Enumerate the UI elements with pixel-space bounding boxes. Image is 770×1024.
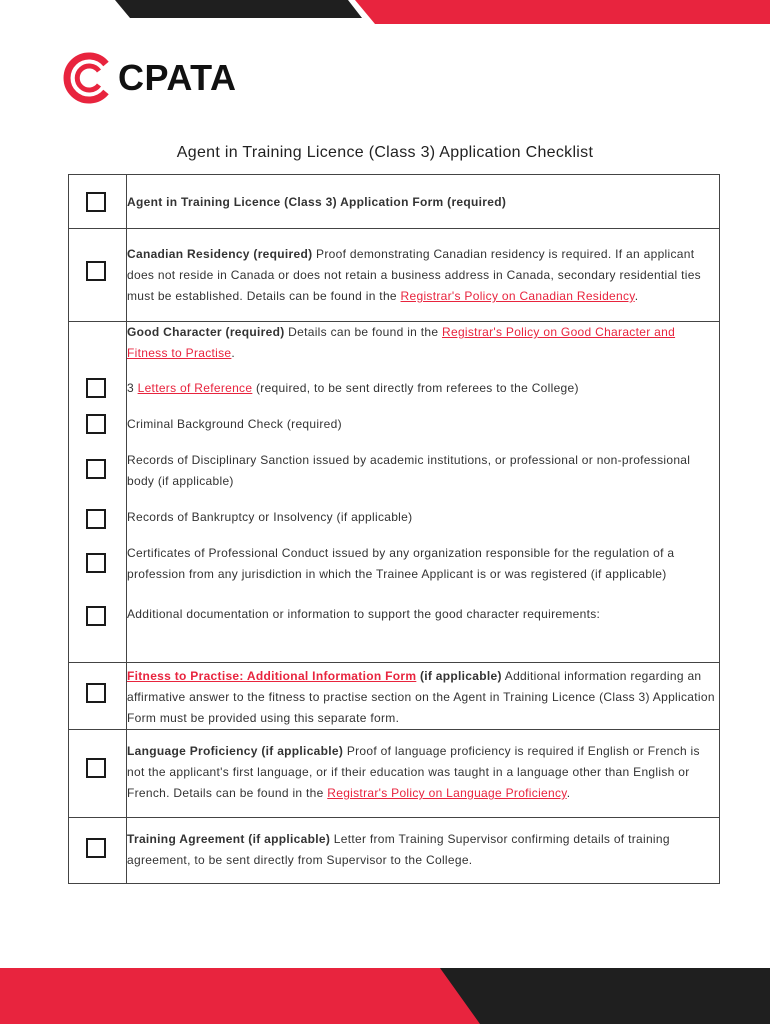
canadian-residency-policy-link[interactable]: Registrar's Policy on Canadian Residency — [400, 289, 635, 303]
cpata-logo-mark-icon — [62, 52, 114, 104]
checkbox-fitness-to-practise[interactable] — [86, 683, 106, 703]
row-text — [127, 818, 720, 884]
checkbox-language-proficiency[interactable] — [86, 758, 106, 778]
row-title: Canadian Residency (required) — [127, 247, 313, 261]
row-title: (if applicable) — [416, 669, 502, 683]
checklist-row-good-character — [69, 322, 720, 663]
item-letters-of-reference — [127, 378, 719, 399]
row-text — [127, 730, 720, 818]
row-title: Good Character (required) — [127, 325, 285, 339]
top-decorative-band — [0, 0, 770, 24]
checklist-row-application-form — [69, 175, 720, 229]
checkbox-letters-of-reference[interactable] — [86, 378, 106, 398]
checkbox-criminal-background-check[interactable] — [86, 414, 106, 434]
row-description: Proof demonstrating Canadian residency is required. If an applicant does not reside in Canada or does not retain a business address in Canada, secondary residential ties must be established. Details can be found in the — [127, 247, 701, 303]
checkbox-disciplinary-sanction[interactable] — [86, 459, 106, 479]
punctuation: . — [634, 289, 639, 303]
item-text: Certificates of Professional Conduct issued by any organization responsible for the regulation of a profession from any jurisdiction in which the Trainee Applicant is or was registered (if applicable) — [127, 546, 675, 581]
checkbox-training-agreement[interactable] — [86, 838, 106, 858]
row-description: Proof of language proficiency is required if English or French is not the applicant's first language, or if their education was taught in a language other than English or French. Details can be found in the — [127, 744, 700, 800]
checklist-row-canadian-residency — [69, 229, 720, 322]
checklist-row-training-agreement — [69, 818, 720, 884]
checklist-row-language-proficiency — [69, 730, 720, 818]
row-title: Language Proficiency (if applicable) — [127, 744, 344, 758]
fitness-to-practise-form-link[interactable]: Fitness to Practise: Additional Information Form — [127, 669, 417, 683]
item-text: Additional documentation or information to support the good character requirements: — [127, 607, 601, 621]
row-text — [127, 663, 720, 730]
item-bankruptcy-insolvency — [127, 507, 719, 528]
item-text: Criminal Background Check (required) — [127, 417, 342, 431]
item-text: (required, to be sent directly from referees to the College) — [252, 381, 579, 395]
row-description: Details can be found in the — [284, 325, 442, 339]
checkbox-cell — [69, 663, 127, 730]
cpata-logo — [62, 52, 236, 104]
row-description: Letter from Training Supervisor confirming details of training agreement, to be sent directly from Supervisor to the College. — [127, 832, 670, 867]
item-text: Records of Bankruptcy or Insolvency (if applicable) — [127, 510, 413, 524]
checkbox-cell — [69, 322, 127, 663]
row-title: Agent in Training Licence (Class 3) Application Form (required) — [127, 195, 507, 209]
checklist-table — [68, 174, 720, 884]
row-text — [127, 175, 720, 229]
item-criminal-background-check — [127, 414, 719, 435]
checkbox-cell — [69, 229, 127, 322]
checkbox-cell — [69, 175, 127, 229]
item-disciplinary-sanction — [127, 450, 719, 492]
punctuation: . — [231, 346, 236, 360]
letters-of-reference-link[interactable]: Letters of Reference — [137, 381, 253, 395]
checklist-row-fitness-to-practise — [69, 663, 720, 730]
punctuation: . — [566, 786, 571, 800]
logo-text: CPATA — [118, 57, 237, 98]
checkbox-cell — [69, 818, 127, 884]
checkbox-additional-documentation[interactable] — [86, 606, 106, 626]
item-text: Records of Disciplinary Sanction issued by academic institutions, or professional or non-professional body (if applicable) — [127, 453, 691, 488]
checkbox-bankruptcy-insolvency[interactable] — [86, 509, 106, 529]
good-character-policy-link[interactable]: Registrar's Policy on Good Character and Fitness to Practise — [127, 325, 676, 360]
checkbox-cell — [69, 730, 127, 818]
row-text — [127, 229, 720, 322]
row-text — [127, 322, 720, 663]
row-title: Training Agreement (if applicable) — [127, 832, 331, 846]
bottom-decorative-band — [0, 968, 770, 1024]
item-professional-conduct — [127, 543, 719, 585]
language-proficiency-policy-link[interactable]: Registrar's Policy on Language Proficiency — [327, 786, 567, 800]
checkbox-application-form[interactable] — [86, 192, 106, 212]
item-prefix: 3 — [127, 381, 138, 395]
row-description: Additional information regarding an affirmative answer to the fitness to practise section on the Agent in Training Licence (Class 3) Application Form must be provided using this separate form. — [127, 669, 715, 725]
checkbox-canadian-residency[interactable] — [86, 261, 106, 281]
item-additional-documentation — [127, 604, 719, 625]
checkbox-professional-conduct[interactable] — [86, 553, 106, 573]
page-title: Agent in Training Licence (Class 3) Application Checklist — [176, 144, 594, 161]
